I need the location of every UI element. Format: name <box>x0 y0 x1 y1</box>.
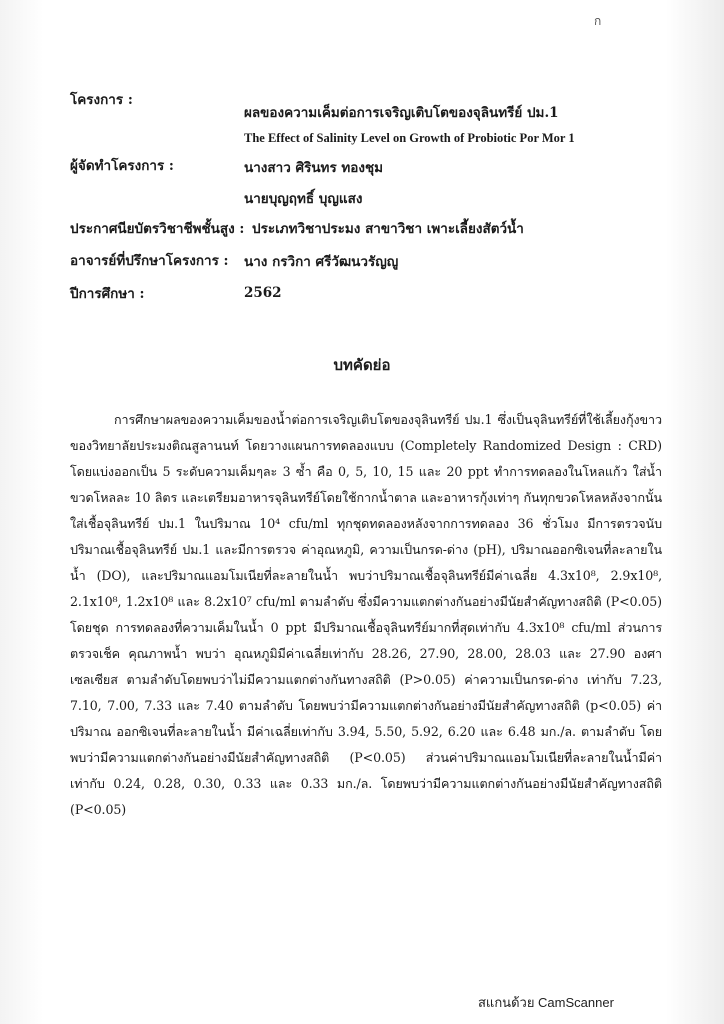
authors-label: ผู้จัดทำโครงการ : <box>70 158 174 174</box>
abstract-text: การศึกษาผลของความเค็มของน้ำต่อการเจริญเติบโตของจุลินทรีย์ ปม.1 ซึ่งเป็นจุลินทรีย์ที่ใช้เลี้ยงกุ้งขาว ของวิทยาลัยประมงติณสูลานนท์ โดยวางแผนการทดลองแบบ (Completely Randomized Design : CRD) โดยแบ่งออกเป็น 5 ระดับความเค็มๆละ 3 ซ้ำ คือ 0, 5, 10, 15 และ 20 ppt ทำการทดลองในโหลแก้ว ใส่น้ำขวดโหลละ 10 ลิตร และเตรียมอาหารจุลินทรีย์โดยใช้กากน้ำตาล และอาหารกุ้งเท่าๆ กันทุกขวดโหลหลังจากนั้นใส่เชื้อจุลินทรีย์ ปม.1 ในปริมาณ 10⁴ cfu/ml ทุกชุดทดลองหลังจากการทดลอง 36 ชั่วโมง มีการตรวจนับปริมาณเชื้อจุลินทรีย์ ปม.1 และมีการตรวจ ค่าอุณหภูมิ, ความเป็นกรด-ด่าง (pH), ปริมาณออกซิเจนที่ละลายในน้ำ (DO), และปริมาณแอมโมเนียที่ละลายในน้ำ พบว่าปริมาณเชื้อจุลินทรีย์มีค่าเฉลี่ย 4.3x10⁸, 2.9x10⁸, 2.1x10⁸, 1.2x10⁸ และ 8.2x10⁷ cfu/ml ตามลำดับ ซึ่งมีความแตกต่างกันอย่างมีนัยสำคัญทางสถิติ (P<0.05) โดยชุด การทดลองที่ความเค็มในน้ำ 0 ppt มีปริมาณเชื้อจุลินทรีย์มากที่สุดเท่ากับ 4.3x10⁸ cfu/ml ส่วนการตรวจเช็ค คุณภาพน้ำ พบว่า อุณหภูมิมีค่าเฉลี่ยเท่ากับ 28.26, 27.90, 28.00, 28.03 และ 27.90 องศาเซลเซียส ตามลำดับโดยพบว่าไม่มีความแตกต่างกันทางสถิติ (P>0.05) ค่าความเป็นกรด-ด่าง เท่ากับ 7.23, 7.10, 7.00, 7.33 และ 7.40 ตามลำดับ โดยพบว่ามีความแตกต่างกันอย่างมีนัยสำคัญทางสถิติ (p<0.05) ค่าปริมาณ ออกซิเจนที่ละลายในน้ำ มีค่าเฉลี่ยเท่ากับ 3.94, 5.50, 5.92, 6.20 และ 6.48 มก./ล. ตามลำดับ โดยพบว่ามีความแตกต่างกันอย่างมีนัยสำคัญทางสถิติ (P<0.05) ส่วนค่าปริมาณแอมโมเนียที่ละลายในน้ำมีค่า เท่ากับ 0.24, 0.28, 0.30, 0.33 และ 0.33 มก./ล. โดยพบว่ามีความแตกต่างกันอย่างมีนัยสำคัญทางสถิติ (P<0.05) <box>70 412 662 817</box>
author-2: นายบุญฤทธิ์ บุญแสง <box>244 191 363 207</box>
author-1: นางสาว ศิรินทร ทองชุม <box>244 160 384 176</box>
project-label: โครงการ : <box>70 92 133 108</box>
page-number: ก <box>594 14 602 28</box>
abstract-heading: บทคัดย่อ <box>333 356 391 374</box>
advisor-label: อาจารย์ที่ปรึกษาโครงการ : <box>70 253 229 269</box>
abstract-body <box>70 407 662 823</box>
advisor-value: นาง กรวิกา ศรีวัฒนวรัญญู <box>244 254 399 270</box>
academic-year-value: 2562 <box>244 285 282 301</box>
diploma-value: ประเภทวิชาประมง สาขาวิชา เพาะเลี้ยงสัตว์น้ำ <box>252 221 524 237</box>
diploma-label: ประกาศนียบัตรวิชาชีพชั้นสูง : <box>70 221 245 237</box>
project-title-english: The Effect of Salinity Level on Growth of Probiotic Por Mor 1 <box>244 131 575 145</box>
academic-year-label: ปีการศึกษา : <box>70 286 145 302</box>
project-title-thai: ผลของความเค็มต่อการเจริญเติบโตของจุลินทรีย์ ปม.1 <box>244 105 559 121</box>
scanner-watermark: สแกนด้วย CamScanner <box>478 995 614 1010</box>
